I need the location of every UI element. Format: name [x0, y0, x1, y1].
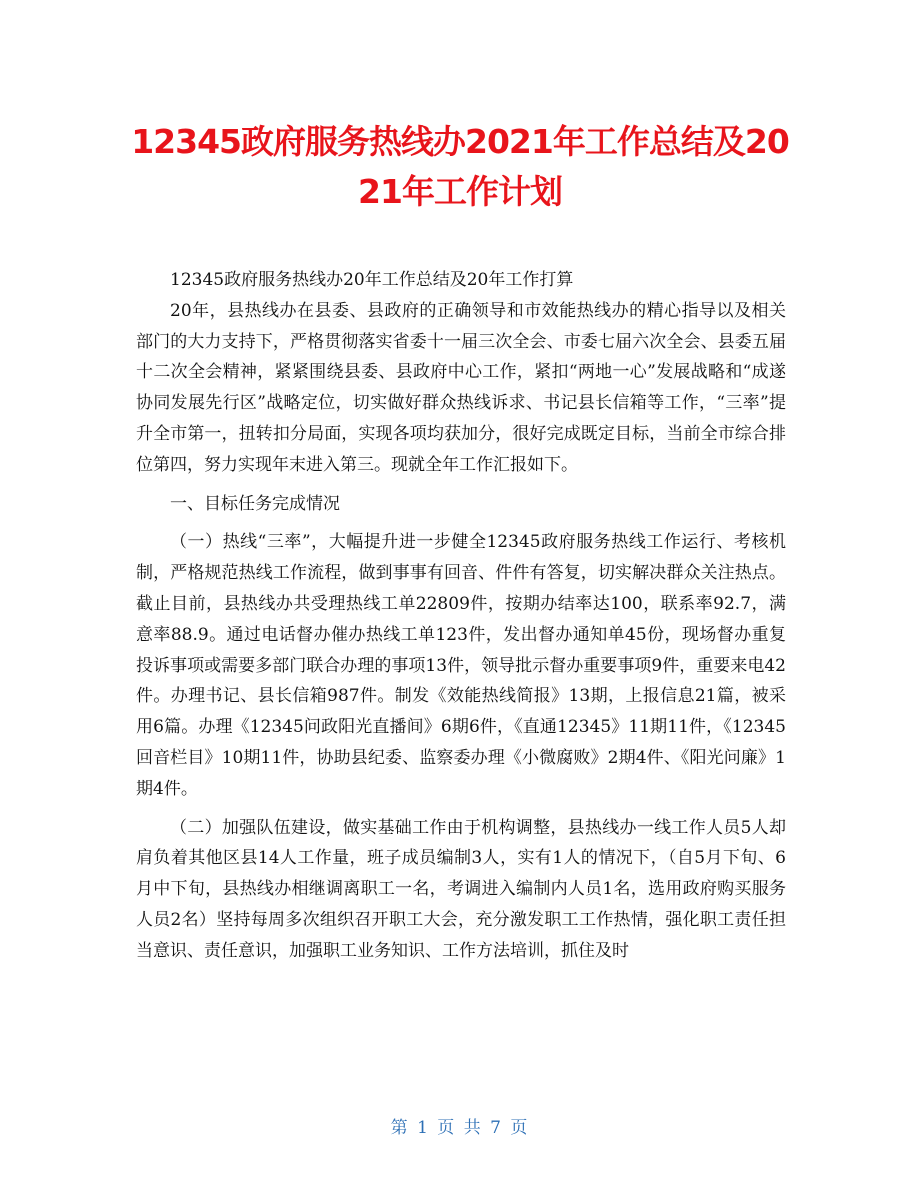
document-title: 12345政府服务热线办2021年工作总结及2021年工作计划	[131, 122, 789, 211]
intro-paragraph: 20年，县热线办在县委、县政府的正确领导和市效能热线办的精心指导以及相关部门的大力支持下，严格贯彻落实省委十一届三次全会、市委七届六次全会、县委五届十二次全会精神，紧紧围绕县委、县政府中心工作，紧扣“两地一心”发展战略和“成遂协同发展先行区”战略定位，切实做好群众热线诉求、书记县长信箱等工作，“三率”提升全市第一，扭转扣分局面，实现各项均获加分，很好完成既定目标，当前全市综合排位第四，努力实现年末进入第三。现就全年工作汇报如下。	[136, 300, 786, 475]
team-building-paragraph: （二）加强队伍建设，做实基础工作由于机构调整，县热线办一线工作人员5人却肩负着其他区县14人工作量，班子成员编制3人，实有1人的情况下，（自5月下旬、6月中下旬，县热线办相继调离职工一名，考调进入编制内人员1名，选用政府购买服务人员2名）坚持每周多次组织召开职工大会，充分激发职工工作热情，强化职工责任担当意识、责任意识，加强职工业务知识、工作方法培训，抓住及时	[136, 817, 786, 961]
page-number-footer: 第 1 页 共 7 页	[390, 1118, 530, 1138]
hotline-rates-paragraph: （一）热线“三率”，大幅提升进一步健全12345政府服务热线工作运行、考核机制，严格规范热线工作流程，做到事事有回音、件件有答复，切实解决群众关注热点。截止目前，县热线办共受理热线工单22809件，按期办结率达100，联系率92.7，满意率88.9。通过电话督办催办热线工单123件，发出督办通知单45份，现场督办重复投诉事项或需要多部门联合办理的事项13件，领导批示督办重要事项9件，重要来电42件。办理书记、县长信箱987件。制发《效能热线简报》13期，上报信息21篇，被采用6篇。办理《12345问政阳光直播间》6期6件，《直通12345》11期11件，《12345回音栏目》10期11件，协助县纪委、监察委办理《小微腐败》2期4件、《阳光问廉》1期4件。	[136, 532, 786, 799]
section-heading: 一、目标任务完成情况	[170, 493, 340, 514]
subtitle-paragraph: 12345政府服务热线办20年工作总结及20年工作打算	[170, 270, 574, 290]
document-body	[136, 265, 786, 967]
